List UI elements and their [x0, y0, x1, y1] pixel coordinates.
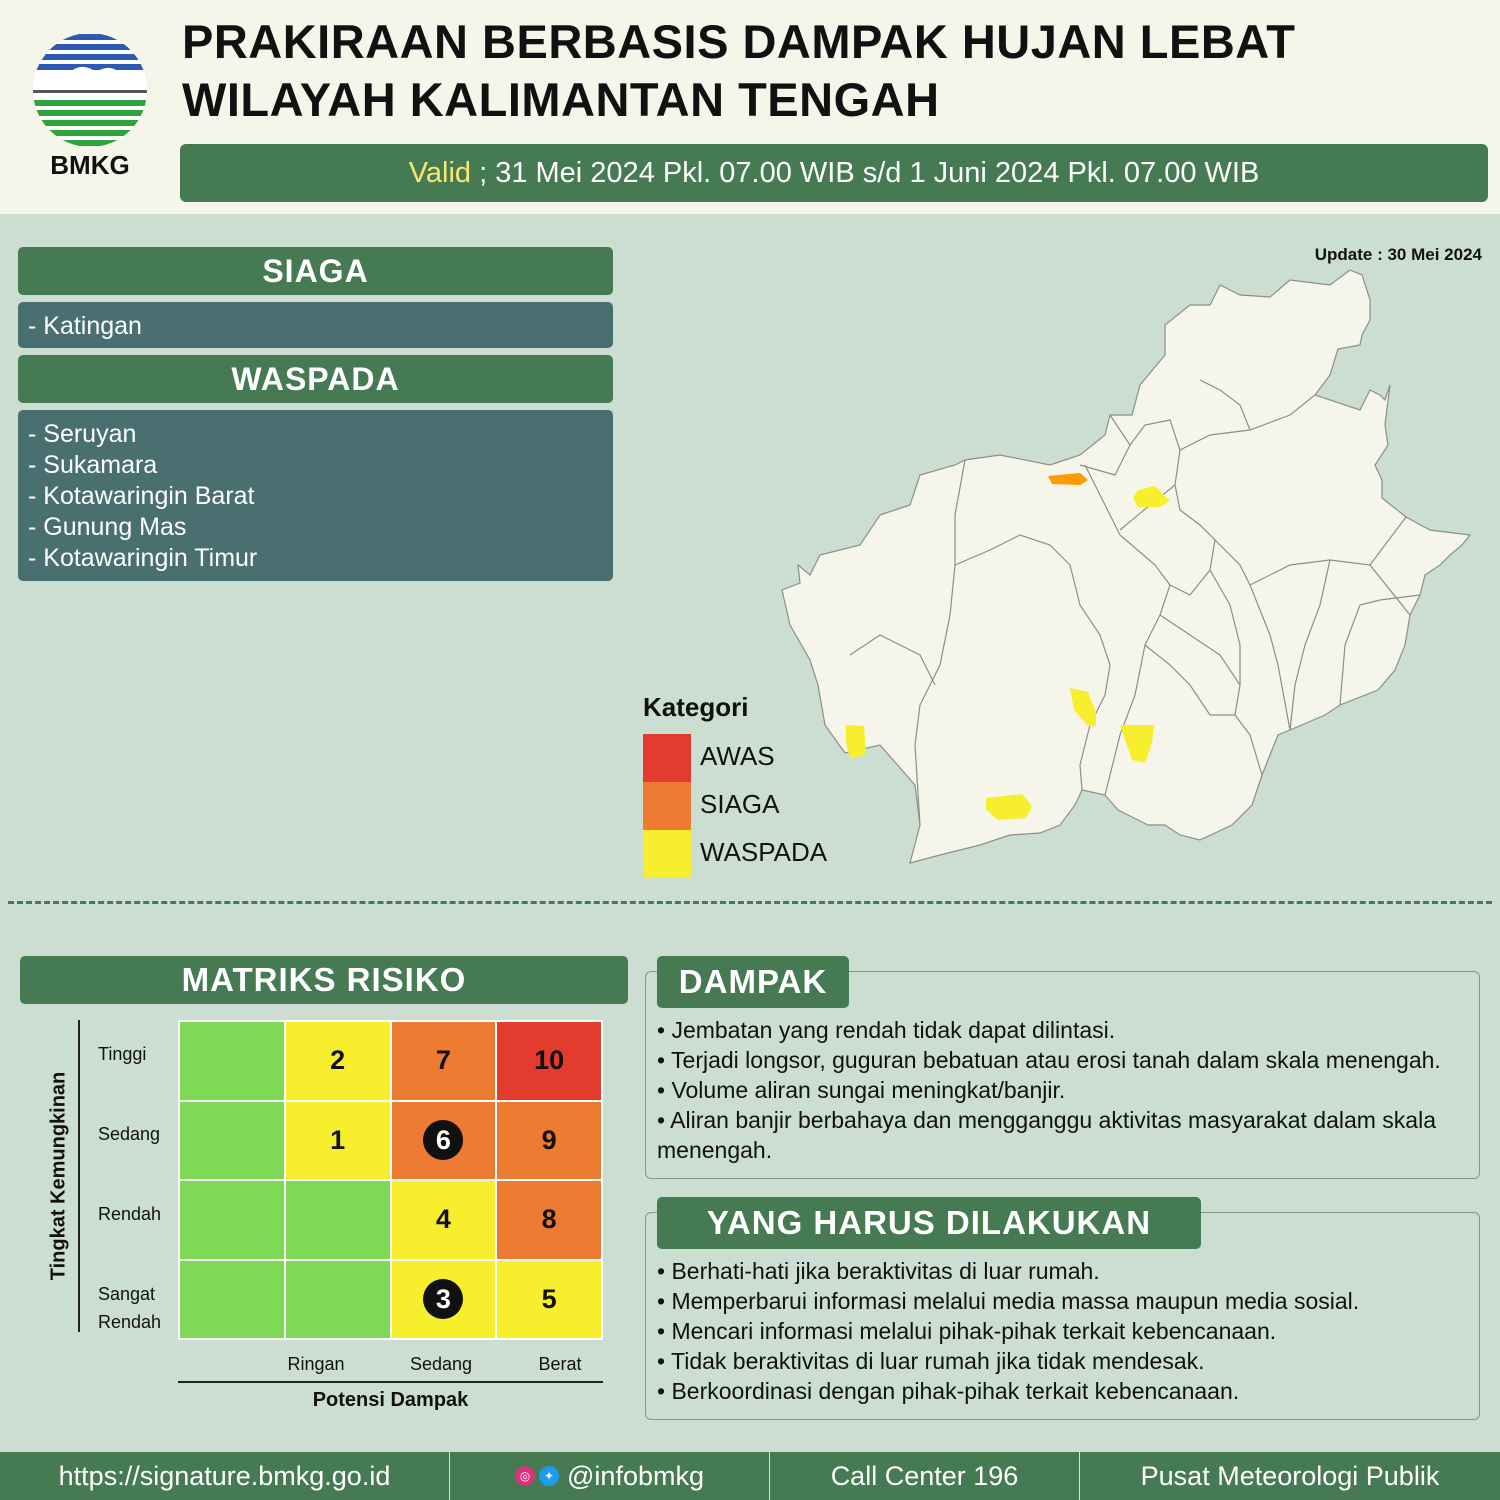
waspada-heading: WASPADA	[18, 355, 613, 403]
siaga-item: - Katingan	[28, 312, 142, 340]
province-map	[770, 265, 1490, 870]
footer-social-link[interactable]	[450, 1452, 770, 1500]
todo-item: • Memperbarui informasi melalui media massa maupun media sosial.	[657, 1288, 1360, 1314]
x-axis-line	[178, 1381, 603, 1383]
x-axis-title: Potensi Dampak	[312, 1389, 469, 1411]
matrix-cell	[180, 1181, 284, 1259]
matrix-cell	[497, 1022, 601, 1100]
matrix-cell-value: 1	[330, 1124, 346, 1155]
matrix-cell-value: 2	[330, 1045, 346, 1076]
dampak-item: • Volume aliran sungai meningkat/banjir.	[657, 1077, 1066, 1103]
matrix-cell	[286, 1022, 390, 1100]
waspada-item: - Kotawaringin Timur	[28, 544, 258, 572]
valid-label: Valid	[408, 156, 472, 189]
logo-text: BMKG	[50, 150, 130, 180]
todo-heading: YANG HARUS DILAKUKAN	[657, 1197, 1201, 1249]
dampak-list	[657, 1015, 1472, 1165]
col-label: Berat	[538, 1354, 582, 1374]
matrix-cell-value: 9	[541, 1124, 557, 1155]
col-label: Sedang	[409, 1354, 473, 1374]
dampak-item: • Terjadi longsor, guguran bebatuan atau erosi tanah dalam skala menengah.	[657, 1047, 1441, 1073]
y-axis-line	[78, 1020, 80, 1332]
matrix-cell	[392, 1261, 496, 1339]
section-divider	[8, 901, 1492, 904]
col-label: Ringan	[287, 1354, 345, 1374]
matrix-cell	[392, 1102, 496, 1180]
footer-social: @infobmkg	[567, 1460, 704, 1491]
matrix-cell	[180, 1022, 284, 1100]
footer-org-text: Pusat Meteorologi Publik	[1140, 1460, 1440, 1491]
matrix-cell	[286, 1102, 390, 1180]
matrix-cell-value-highlighted: 3	[423, 1279, 463, 1319]
validity-bar	[180, 144, 1488, 202]
waspada-item: - Gunung Mas	[28, 513, 187, 541]
valid-period: ; 31 Mei 2024 Pkl. 07.00 WIB s/d 1 Juni 2024 Pkl. 07.00 WIB	[471, 156, 1260, 189]
row-label: Sedang	[98, 1124, 161, 1144]
page-title-line1: PRAKIRAAN BERBASIS DAMPAK HUJAN LEBAT	[182, 15, 1296, 68]
footer-website-link[interactable]	[0, 1452, 450, 1500]
map-area-waspada	[846, 725, 866, 758]
legend-label-siaga: SIAGA	[700, 789, 780, 819]
map-outline	[782, 270, 1470, 863]
footer	[0, 1452, 1500, 1500]
matrix-cell-value: 10	[534, 1045, 565, 1076]
footer-org	[1080, 1452, 1500, 1500]
siaga-heading: SIAGA	[18, 247, 613, 295]
matrix-cell	[497, 1102, 601, 1180]
dampak-heading: DAMPAK	[657, 956, 849, 1008]
twitter-icon: ✦	[539, 1466, 559, 1486]
risk-matrix-grid	[178, 1020, 603, 1340]
todo-item: • Berkoordinasi dengan pihak-pihak terkait kebencanaan.	[657, 1378, 1240, 1404]
matrix-cell	[286, 1181, 390, 1259]
matrix-cell-value: 8	[541, 1204, 557, 1235]
footer-website: https://signature.bmkg.go.id	[58, 1460, 391, 1491]
matrix-cell-value: 4	[435, 1204, 451, 1235]
page-title-line2: WILAYAH KALIMANTAN TENGAH	[182, 73, 940, 126]
waspada-item: - Kotawaringin Barat	[28, 482, 255, 510]
row-label: Tinggi	[98, 1044, 147, 1064]
matrix-cell	[497, 1181, 601, 1259]
map-land	[782, 270, 1470, 863]
row-label: Rendah	[98, 1204, 162, 1224]
legend-label-awas: AWAS	[700, 741, 775, 771]
legend-swatch-waspada	[643, 830, 691, 878]
todo-list	[657, 1256, 1472, 1406]
todo-item: • Berhati-hati jika beraktivitas di luar rumah.	[657, 1258, 1100, 1284]
matrix-heading: MATRIKS RISIKO	[20, 956, 628, 1004]
matrix-cell	[286, 1261, 390, 1339]
legend-swatch-siaga	[643, 782, 691, 830]
waspada-item: - Sukamara	[28, 451, 158, 479]
dampak-item: • Jembatan yang rendah tidak dapat dilintasi.	[657, 1017, 1116, 1043]
matrix-cell	[497, 1261, 601, 1339]
matrix-cell	[392, 1181, 496, 1259]
footer-call-center-text: Call Center 196	[830, 1460, 1019, 1491]
row-label: Sangat Rendah	[98, 1284, 162, 1332]
matrix-cell	[180, 1261, 284, 1339]
legend-swatch-awas	[643, 734, 691, 782]
matrix-cell	[180, 1102, 284, 1180]
legend-title: Kategori	[643, 692, 749, 722]
todo-item: • Tidak beraktivitas di luar rumah jika tidak mendesak.	[657, 1348, 1205, 1374]
matrix-cell	[392, 1022, 496, 1100]
todo-item: • Mencari informasi melalui pihak-pihak terkait kebencanaan.	[657, 1318, 1277, 1344]
footer-call-center	[770, 1452, 1080, 1500]
dampak-item: • Aliran banjir berbahaya dan mengganggu aktivitas masyarakat dalam skala menengah.	[657, 1107, 1437, 1163]
matrix-cell-value: 7	[435, 1045, 451, 1076]
y-axis-title: Tingkat Kemungkinan	[47, 1071, 70, 1281]
instagram-icon: ◎	[515, 1466, 535, 1486]
matrix-cell-value: 5	[541, 1283, 557, 1314]
legend-label-waspada: WASPADA	[700, 837, 828, 867]
siaga-list	[18, 302, 613, 348]
update-date: Update : 30 Mei 2024	[1314, 245, 1482, 264]
waspada-item: - Seruyan	[28, 420, 137, 448]
matrix-cell-value-highlighted: 6	[423, 1120, 463, 1160]
waspada-list	[18, 410, 613, 581]
